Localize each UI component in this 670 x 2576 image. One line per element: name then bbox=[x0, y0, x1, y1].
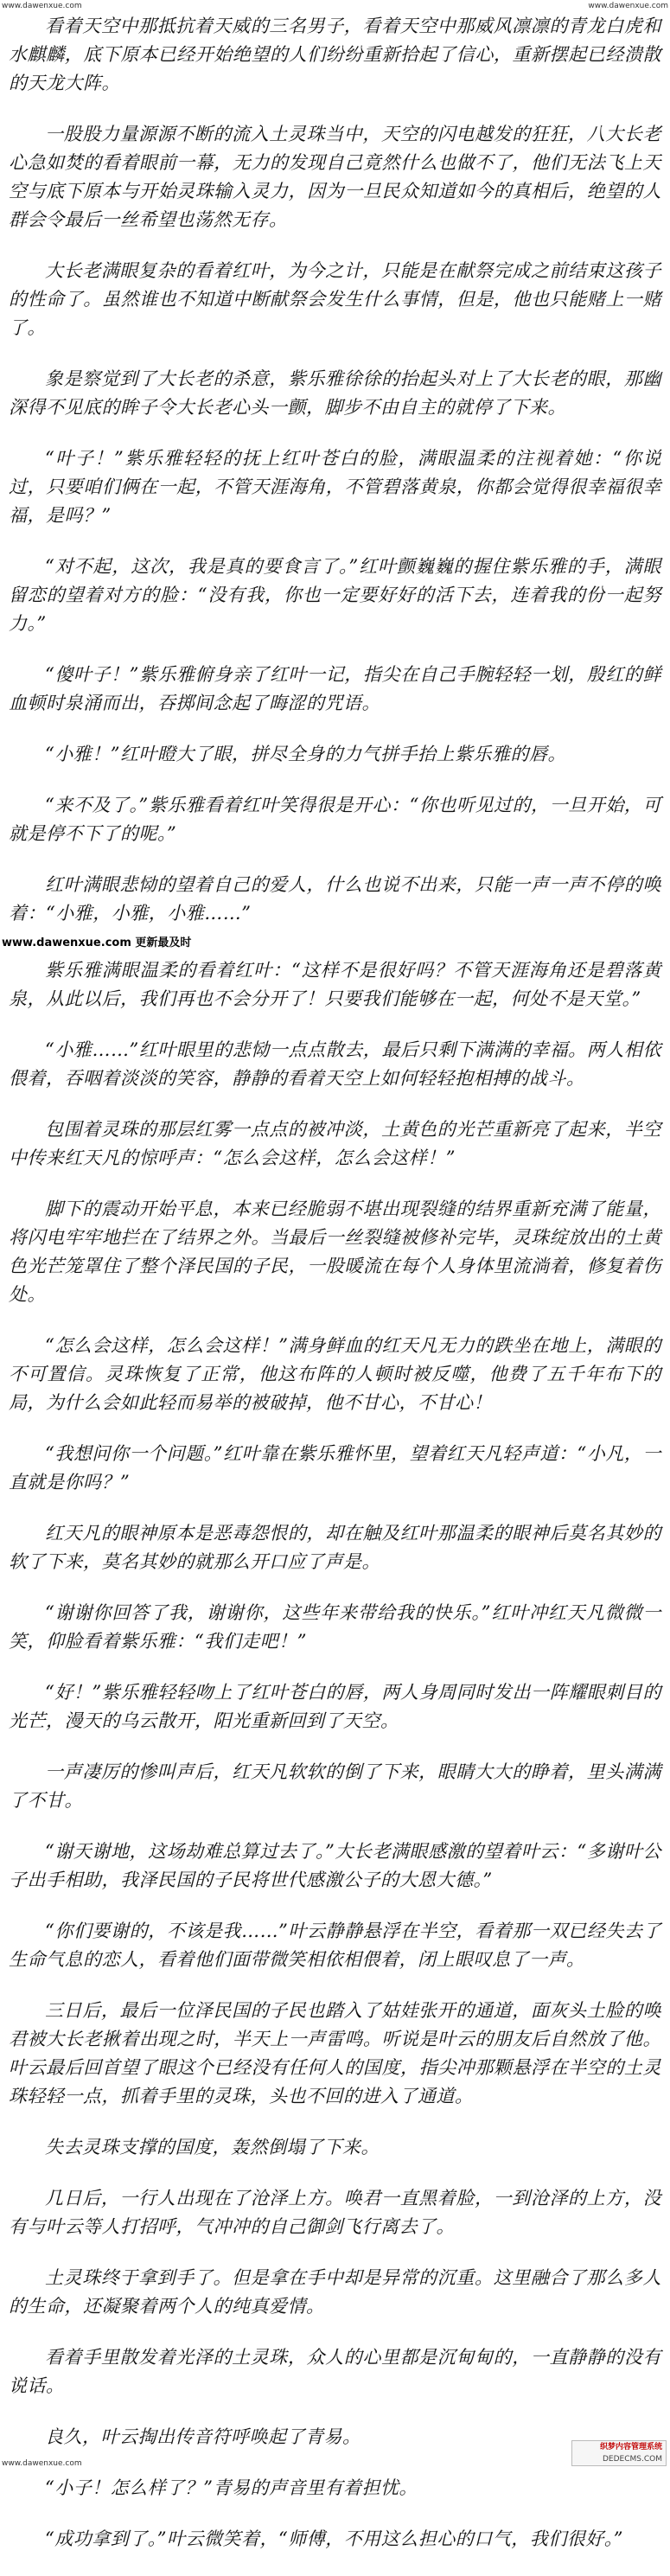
paragraph: “怎么会这样，怎么会这样！”满身鲜血的红天凡无力的跌坐在地上，满眼的不可置信。灵珠恢复了正常，他这布阵的人顿时被反噬，他费了五千年布下的局，为什么会如此轻而易举的被破掉，他不甘心，不甘心！ bbox=[9, 1335, 661, 1413]
paragraph: 良久，叶云掏出传音符呼唤起了青易。 bbox=[45, 2426, 361, 2447]
paragraph: 包围着灵珠的那层红雾一点点的被冲淡，土黄色的光芒重新亮了起来，半空中传来红天凡的惊呼声：“怎么会这样，怎么会这样！” bbox=[9, 1119, 661, 1168]
paragraph: “来不及了。”紫乐雅看着红叶笑得很是开心：“你也听见过的，一旦开始，可就是停不下了的呢。” bbox=[9, 795, 661, 844]
paragraph: 象是察觉到了大长老的杀意，紫乐雅徐徐的抬起头对上了大长老的眼，那幽深得不见底的眸子令大长老心头一颤，脚步不由自主的就停了下来。 bbox=[9, 368, 661, 418]
watermark-bottom-left: www.dawenxue.com bbox=[2, 2459, 82, 2468]
paragraph: 大长老满眼复杂的看着红叶，为今之计，只能是在献祭完成之前结束这孩子的性命了。虽然谁也不知道中断献祭会发生什么事情，但是，他也只能赌上一赌了。 bbox=[9, 260, 661, 338]
paragraph: 紫乐雅满眼温柔的看着红叶：“这样不是很好吗？不管天涯海角还是碧落黄泉，从此以后，我们再也不会分开了！只要我们能够在一起，何处不是天堂。” bbox=[9, 960, 661, 1009]
paragraph: “小雅！”红叶瞪大了眼，拼尽全身的力气拼手抬上紫乐雅的唇。 bbox=[45, 744, 566, 764]
paragraph: “我想问你一个问题。”红叶靠在紫乐雅怀里，望着红天凡轻声道：“小凡，一直就是你吗？” bbox=[9, 1443, 661, 1493]
paragraph: “傻叶子！”紫乐雅俯身亲了红叶一记，指尖在自己手腕轻轻一划，殷红的鲜血顿时泉涌而出，吞掷间念起了晦涩的咒语。 bbox=[9, 664, 661, 713]
paragraph: 土灵珠终于拿到手了。但是拿在手中却是异常的沉重。这里融合了那么多人的生命，还凝聚着两个人的纯真爱情。 bbox=[9, 2267, 661, 2317]
dedecms-logo-stamp bbox=[571, 2440, 667, 2466]
paragraph: “叶子！”紫乐雅轻轻的抚上红叶苍白的脸，满眼温柔的注视着她：“你说过，只要咱们俩在一起，不管天涯海角，不管碧落黄泉，你都会觉得很幸福很幸福，是吗？” bbox=[9, 448, 661, 526]
paragraph: 红叶满眼悲恸的望着自己的爱人，什么也说不出来，只能一声一声不停的唤着：“小雅，小雅，小雅……” bbox=[9, 874, 661, 924]
paragraph: 一声凄厉的惨叫声后，红天凡软软的倒了下来，眼睛大大的睁着，里头满满了不甘。 bbox=[9, 1761, 661, 1811]
watermark-top-left: www.dawenxue.com bbox=[2, 2, 82, 10]
site-banner[interactable] bbox=[2, 933, 661, 949]
stamp-line-2: DEDECMS.COM bbox=[603, 2455, 662, 2464]
paragraph: “小子！怎么样了？”青易的声音里有着担忧。 bbox=[45, 2477, 418, 2498]
paragraph: “对不起，这次，我是真的要食言了。”红叶颤巍巍的握住紫乐雅的手，满眼留恋的望着对方的脸：“没有我，你也一定要好好的活下去，连着我的份一起努力。” bbox=[9, 556, 661, 634]
paragraph: “小雅……”红叶眼里的悲恸一点点散去，最后只剩下满满的幸福。两人相依偎着，吞咽着淡淡的笑容，静静的看着天空上如何轻轻抱相搏的战斗。 bbox=[9, 1039, 661, 1089]
paragraph: 看着天空中那抵抗着天威的三名男子，看着天空中那威风凛凛的青龙白虎和水麒麟，底下原本已经开始绝望的人们纷纷重新拾起了信心，重新摆起已经溃散的天龙大阵。 bbox=[9, 16, 661, 93]
document-body bbox=[2, 12, 661, 2576]
paragraph: 失去灵珠支撑的国度，轰然倒塌了下来。 bbox=[45, 2137, 380, 2157]
paragraph: 脚下的震动开始平息，本来已经脆弱不堪出现裂缝的结界重新充满了能量，将闪电牢牢地拦在了结界之外。当最后一丝裂缝被修补完毕，灵珠绽放出的土黄色光芒笼罩住了整个泽民国的子民，一股暖流在每个人身体里流淌着，修复着伤处。 bbox=[9, 1199, 661, 1305]
paragraph: 几日后，一行人出现在了沧泽上方。唤君一直黑着脸，一到沧泽的上方，没有与叶云等人打招呼，气冲冲的自己御剑飞行离去了。 bbox=[9, 2188, 661, 2237]
banner-url[interactable]: www.dawenxue.com bbox=[2, 936, 131, 949]
paragraph: “成功拿到了。”叶云微笑着，“师傅，不用这么担心的口气，我们很好。” bbox=[45, 2528, 623, 2549]
paragraph: 红天凡的眼神原本是恶毒怨恨的，却在触及红叶那温柔的眼神后莫名其妙的软了下来，莫名其妙的就那么开口应了声是。 bbox=[9, 1523, 661, 1572]
paragraph: 看着手里散发着光泽的土灵珠，众人的心里都是沉甸甸的，一直静静的没有说话。 bbox=[9, 2347, 661, 2396]
paragraph: “谢谢你回答了我，谢谢你，这些年来带给我的快乐。”红叶冲红天凡微微一笑，仰脸看着紫乐雅：“我们走吧！” bbox=[9, 1602, 661, 1652]
paragraph: “好！”紫乐雅轻轻吻上了红叶苍白的唇，两人身周同时发出一阵耀眼刺目的光芒，漫天的乌云散开，阳光重新回到了天空。 bbox=[9, 1682, 661, 1731]
paragraph: 三日后，最后一位泽民国的子民也踏入了姑娃张开的通道，面灰头土脸的唤君被大长老揪着出现之时，半天上一声雷鸣。听说是叶云的朋友后自然放了他。叶云最后回首望了眼这个已经没有任何人的国度，指尖冲那颗悬浮在半空的土灵珠轻轻一点，抓着手里的灵珠，头也不回的进入了通道。 bbox=[9, 2000, 661, 2106]
watermark-top-right: www.dawenxue.com bbox=[588, 2, 668, 10]
paragraph: “谢天谢地，这场劫难总算过去了。”大长老满眼感激的望着叶云：“多谢叶公子出手相助，我泽民国的子民将世代感激公子的大恩大德。” bbox=[9, 1841, 661, 1890]
paragraph: 一股股力量源源不断的流入土灵珠当中，天空的闪电越发的狂狂，八大长老心急如焚的看着眼前一幕，无力的发现自己竟然什么也做不了，他们无法飞上天空与底下原本与开始灵珠输入灵力，因为一旦民众知道如今的真相后，绝望的人群会令最后一丝希望也荡然无存。 bbox=[9, 124, 661, 230]
stamp-line-1: 织梦内容管理系统 bbox=[599, 2443, 662, 2451]
paragraph: “你们要谢的，不该是我……”叶云静静悬浮在半空，看着那一双已经失去了生命气息的恋人，看着他们面带微笑相依相偎着，闭上眼叹息了一声。 bbox=[9, 1921, 661, 1970]
banner-text: 更新最及时 bbox=[135, 936, 192, 949]
